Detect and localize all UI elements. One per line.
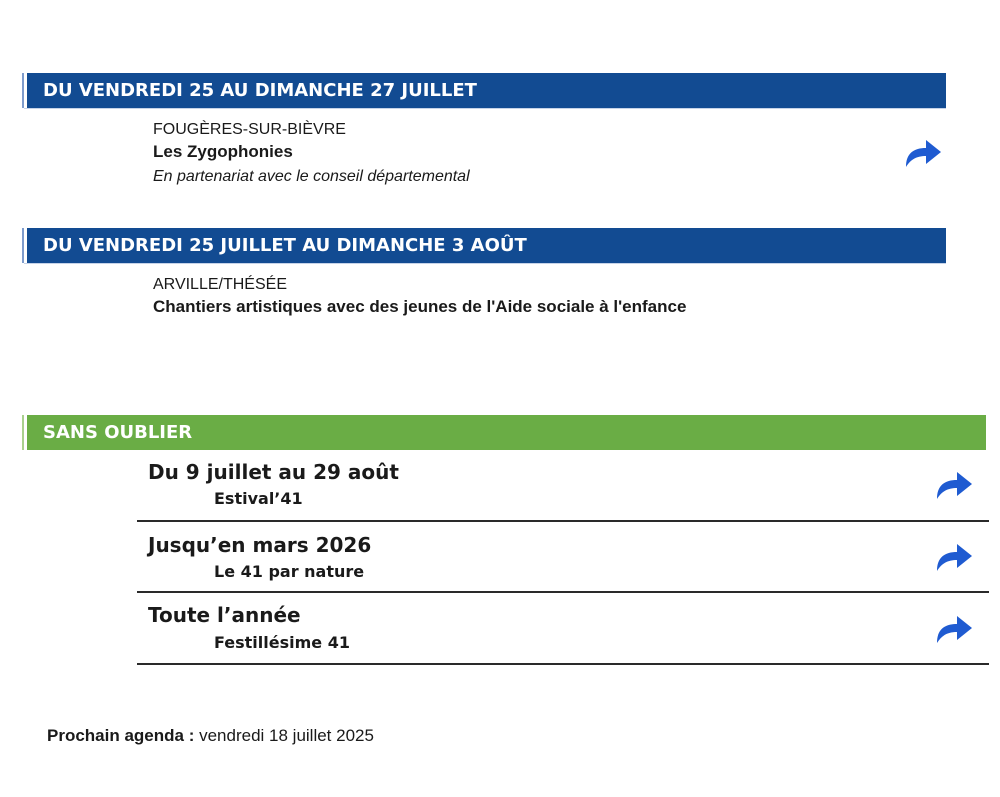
reminder-row [137,450,989,522]
share-arrow-icon[interactable] [935,614,973,644]
section-header-sans-oublier [24,415,986,450]
event-zygophonies [153,120,470,188]
next-agenda-label: Prochain agenda : [47,726,195,745]
divider [24,108,946,109]
next-agenda [47,726,374,746]
reminder-row [137,522,989,593]
reminder-title: Festillésime 41 [214,633,350,652]
section-header-chantiers [24,228,946,263]
section-header-title: SANS OUBLIER [43,422,193,443]
share-arrow-icon[interactable] [935,470,973,500]
reminder-date: Du 9 juillet au 29 août [148,460,399,484]
reminder-date: Toute l’année [148,603,301,627]
reminder-title: Le 41 par nature [214,562,365,581]
section-header-title: DU VENDREDI 25 JUILLET AU DIMANCHE 3 AOÛT [43,235,527,256]
event-note: En partenariat avec le conseil départemental [153,168,470,185]
share-arrow-icon[interactable] [904,138,942,168]
event-chantiers [153,275,686,319]
section-header-zygophonies [24,73,946,108]
reminder-title: Estival’41 [214,489,303,508]
next-agenda-date: vendredi 18 juillet 2025 [194,726,374,745]
reminder-row [137,593,989,665]
event-title: Les Zygophonies [153,142,293,161]
event-title: Chantiers artistiques avec des jeunes de l'Aide sociale à l'enfance [153,297,687,316]
section-header-title: DU VENDREDI 25 AU DIMANCHE 27 JUILLET [43,80,477,101]
event-place: FOUGÈRES-SUR-BIÈVRE [153,121,346,138]
reminder-date: Jusqu’en mars 2026 [148,533,372,557]
event-place: ARVILLE/THÉSÉE [153,276,287,293]
divider [24,263,946,264]
share-arrow-icon[interactable] [935,542,973,572]
